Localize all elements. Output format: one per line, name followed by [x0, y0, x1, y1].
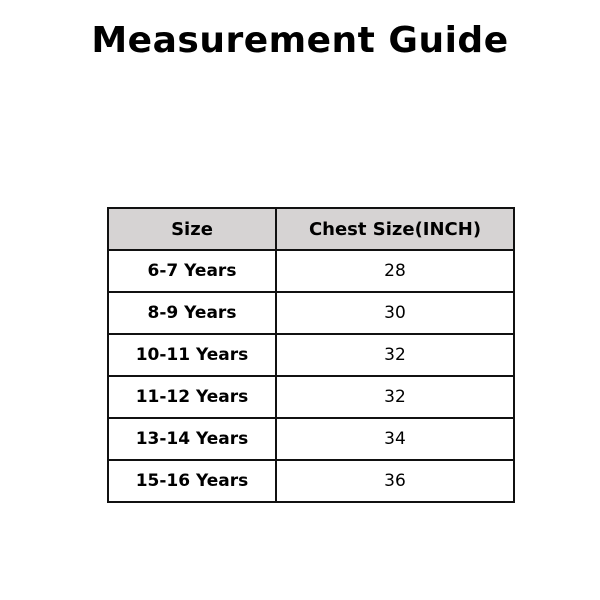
size-chart-table: [107, 207, 515, 503]
cell-size: 15-16 Years: [108, 460, 276, 502]
cell-chest: 28: [276, 250, 514, 292]
cell-size: 8-9 Years: [108, 292, 276, 334]
table-body: [108, 250, 514, 502]
cell-size: 10-11 Years: [108, 334, 276, 376]
column-header-chest-size: Chest Size(INCH): [276, 208, 514, 250]
cell-size: 11-12 Years: [108, 376, 276, 418]
cell-chest: 34: [276, 418, 514, 460]
cell-chest: 32: [276, 334, 514, 376]
cell-chest: 32: [276, 376, 514, 418]
table-row: [108, 376, 514, 418]
cell-chest: 36: [276, 460, 514, 502]
table-row: [108, 292, 514, 334]
page-title: Measurement Guide: [91, 20, 509, 61]
cell-size: 6-7 Years: [108, 250, 276, 292]
table-row: [108, 418, 514, 460]
size-chart-container: [107, 207, 493, 503]
cell-chest: 30: [276, 292, 514, 334]
table-header-row: [108, 208, 514, 250]
column-header-size: Size: [108, 208, 276, 250]
table-row: [108, 460, 514, 502]
table-row: [108, 334, 514, 376]
table-row: [108, 250, 514, 292]
table-header: [108, 208, 514, 250]
cell-size: 13-14 Years: [108, 418, 276, 460]
